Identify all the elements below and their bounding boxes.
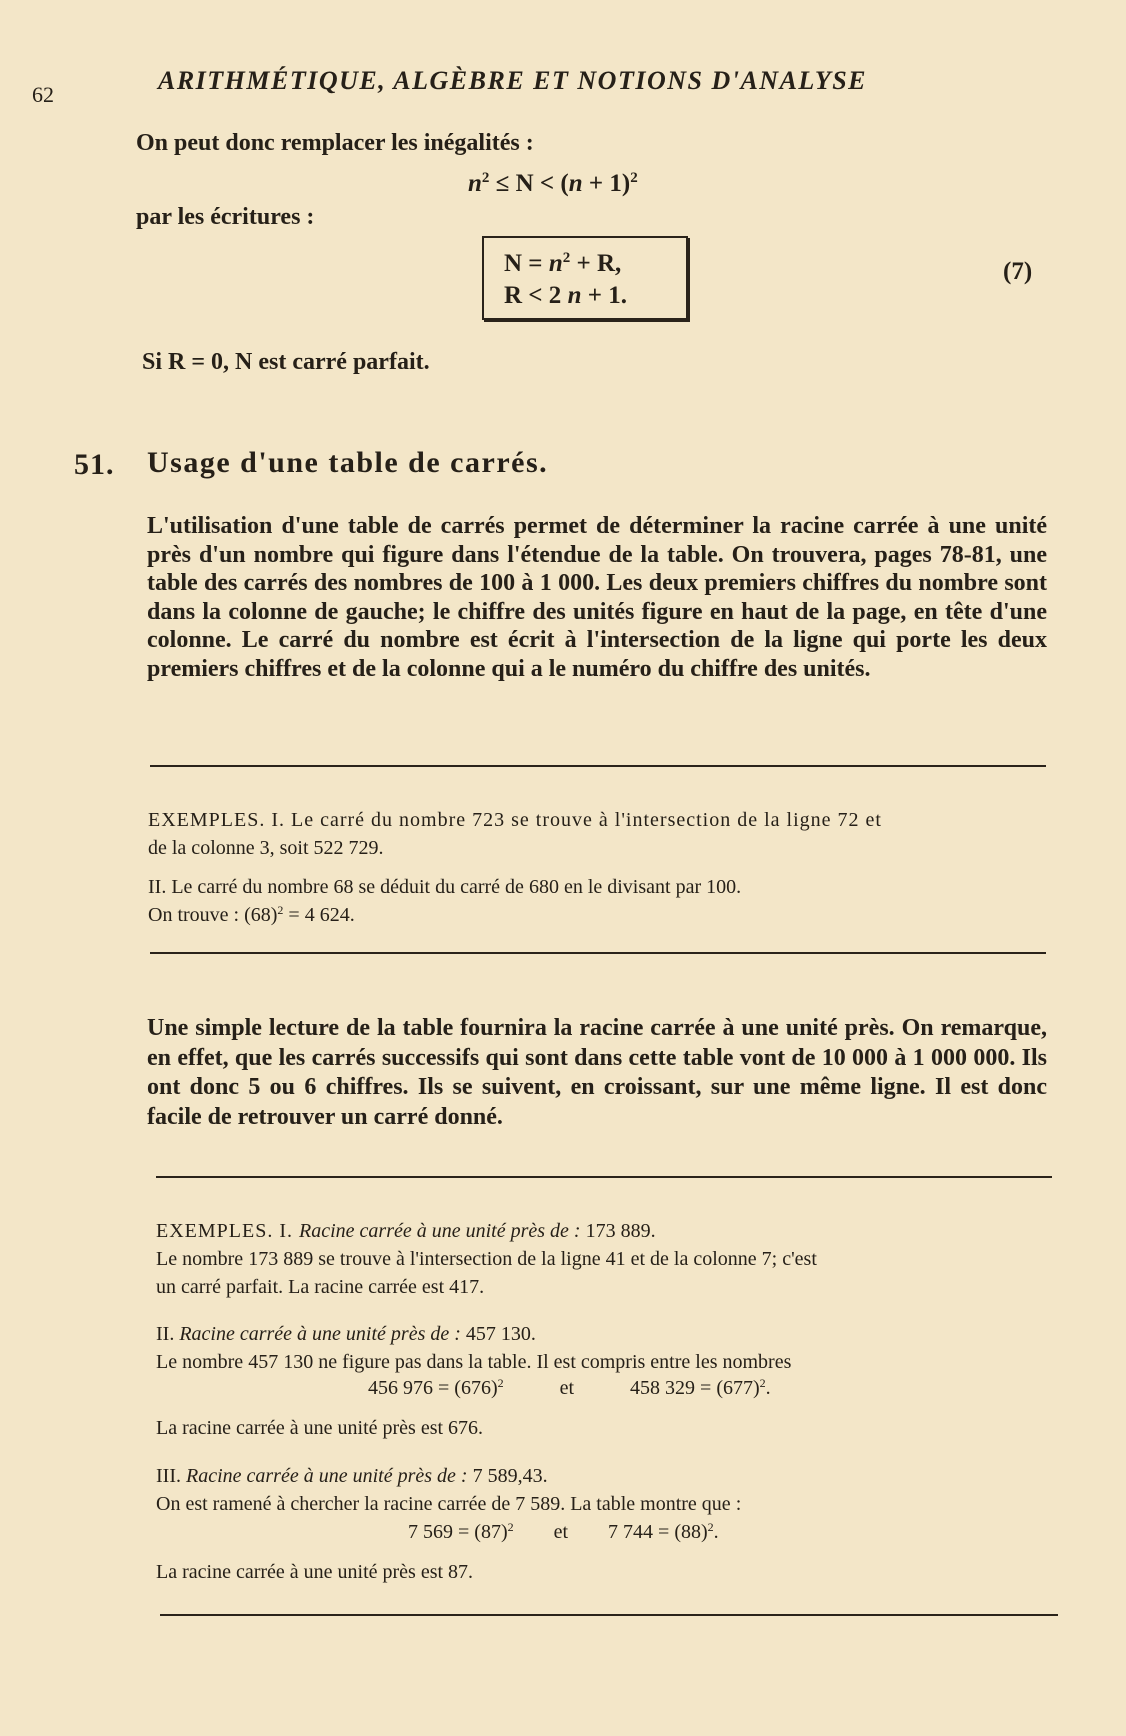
boxed-formula — [482, 236, 688, 320]
intro-line: On peut donc remplacer les inégalités : — [136, 130, 534, 156]
example-line: Le nombre 173 889 se trouve à l'intersection de la ligne 41 et de la colonne 7; c'est — [156, 1248, 817, 1270]
example-line: La racine carrée à une unité près est 87. — [156, 1561, 474, 1583]
paragraph: L'utilisation d'une table de carrés permet de déterminer la racine carrée à une unité près d'un nombre qui figure dans l'étendue de la table. On trouvera, pages 78-81, une table des carrés des nombres de 100 à 1 000. Les deux premiers chiffres du nombre sont dans la colonne de gauche; le chiffre des unités figure en haut de la page, en tête d'une colonne. Le carré du nombre est écrit à l'intersection de la ligne qui porte les deux premiers chiffres et de la colonne qui a le numéro du chiffre des unités. — [147, 513, 1047, 682]
section-number: 51. — [74, 448, 115, 481]
example-line: II. Racine carrée à une unité près de : 457 130. — [156, 1323, 536, 1345]
example-line: EXEMPLES. I. Le carré du nombre 723 se trouve à l'intersection de la ligne 72 et — [148, 809, 882, 831]
separator-rule — [160, 1614, 1058, 1616]
example-line: On trouve : $(68)^2 = 4$ 624. — [148, 902, 355, 926]
separator-rule — [150, 952, 1046, 954]
example-line: Le nombre 457 130 ne figure pas dans la table. Il est compris entre les nombres — [156, 1351, 792, 1373]
box-line-2: R < 2 n + 1. — [504, 282, 627, 309]
example-line: de la colonne 3, soit 522 729. — [148, 837, 384, 859]
intro-line: Si R = 0, N est carré parfait. — [142, 349, 430, 375]
example-line: EXEMPLES. I. Racine carrée à une unité près de : 173 889. — [156, 1220, 656, 1242]
example-equation: 456 $976 = (676)^2$ et 458 $329 = (677)^2$. — [368, 1375, 771, 1399]
example-line: III. Racine carrée à une unité près de : 7 589,43. — [156, 1465, 548, 1487]
example-line: On est ramené à chercher la racine carrée de 7 589. La table montre que : — [156, 1493, 742, 1515]
running-title: ARITHMÉTIQUE, ALGÈBRE ET NOTIONS D'ANALYSE — [158, 66, 868, 95]
page-number: 62 — [32, 82, 54, 107]
separator-rule — [150, 765, 1046, 767]
section-title: Usage d'une table de carrés. — [147, 446, 549, 479]
box-line-1: $N = n^2 + R$, — [504, 250, 622, 277]
equation-number: (7) — [1003, 258, 1033, 285]
paragraph: Une simple lecture de la table fournira la racine carrée à une unité près. On remarque, en effet, que les carrés successifs qui sont dans cette table vont de 10 000 à 1 000 000. Ils ont donc 5 ou 6 chiffres. Ils se suivent, en croissant, sur une même ligne. Il est donc facile de retrouver un carré donné. — [147, 1015, 1047, 1130]
inequality-formula: $n^2 \le N < (n + 1)^2$ — [468, 170, 638, 197]
example-equation: 7 $569 = (87)^2$ et 7 $744 = (88)^2$. — [408, 1519, 719, 1543]
example-line: II. Le carré du nombre 68 se déduit du carré de 680 en le divisant par 100. — [148, 876, 742, 898]
separator-rule — [156, 1176, 1052, 1178]
example-line: un carré parfait. La racine carrée est 417. — [156, 1276, 485, 1298]
example-line: La racine carrée à une unité près est 676. — [156, 1417, 484, 1439]
intro-line: par les écritures : — [136, 204, 315, 230]
